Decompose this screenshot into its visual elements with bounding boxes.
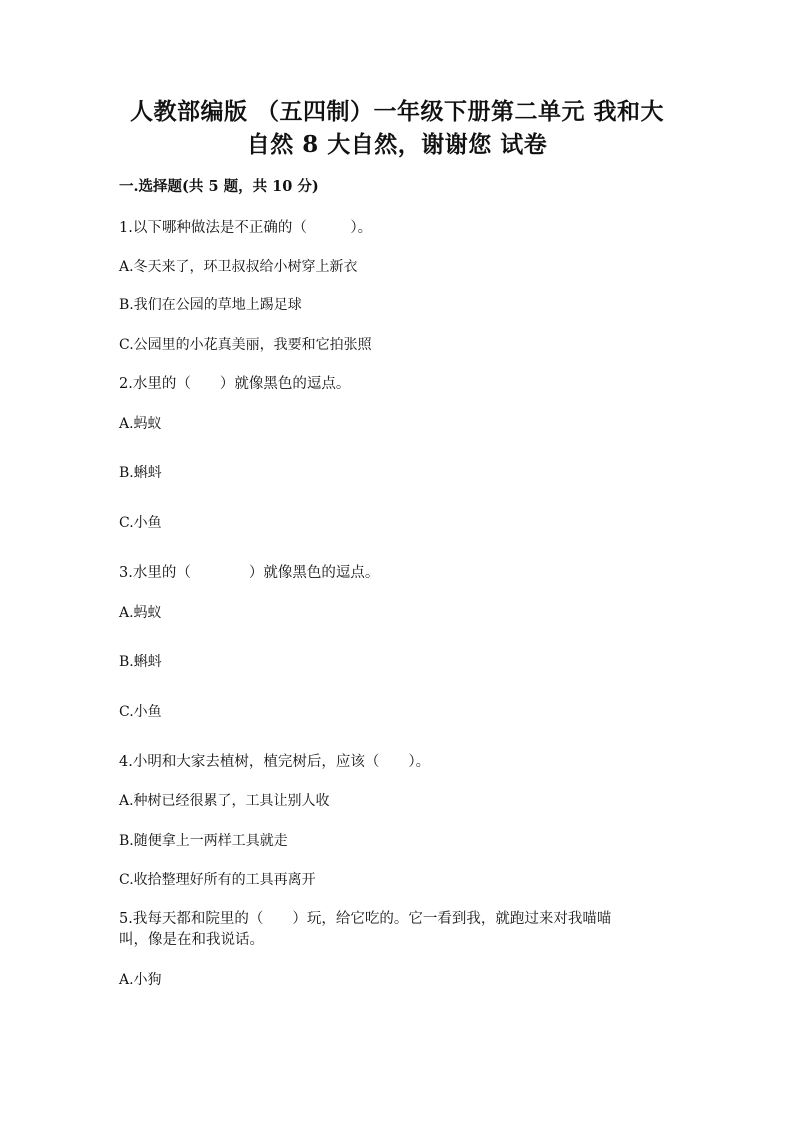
document-title-line1: 人教部编版 （五四制）一年级下册第二单元 我和大 <box>129 98 664 125</box>
question-3-option-a: A.蚂蚁 <box>119 605 162 621</box>
question-3-option-b: B.蝌蚪 <box>119 654 162 670</box>
question-4-option-b: B.随便拿上一两样工具就走 <box>119 833 288 849</box>
question-2-option-c: C.小鱼 <box>119 515 162 531</box>
question-3-stem: 3.水里的（ ）就像黑色的逗点。 <box>119 565 380 581</box>
question-2-stem: 2.水里的（ ）就像黑色的逗点。 <box>119 376 351 392</box>
question-1-option-c: C.公园里的小花真美丽，我要和它拍张照 <box>119 337 372 353</box>
question-2-option-a: A.蚂蚁 <box>119 416 162 432</box>
question-2-option-b: B.蝌蚪 <box>119 465 162 481</box>
question-3-option-c: C.小鱼 <box>119 704 162 720</box>
question-1-stem: 1.以下哪种做法是不正确的（ ）。 <box>119 220 373 236</box>
question-4-option-c: C.收拾整理好所有的工具再离开 <box>119 872 316 888</box>
question-1-option-a: A.冬天来了，环卫叔叔给小树穿上新衣 <box>119 259 358 275</box>
question-5-stem-line1: 5.我每天都和院里的（ ）玩，给它吃的。它一看到我，就跑过来对我喵喵 <box>119 911 612 927</box>
question-4-stem: 4.小明和大家去植树，植完树后，应该（ ）。 <box>119 754 431 770</box>
section-heading: 一.选择题(共 5 题，共 10 分) <box>119 178 319 195</box>
question-5-option-a: A.小狗 <box>119 972 162 988</box>
question-5-stem-line2: 叫，像是在和我说话。 <box>119 932 264 948</box>
question-1-option-b: B.我们在公园的草地上踢足球 <box>119 297 302 313</box>
question-4-option-a: A.种树已经很累了，工具让别人收 <box>119 793 330 809</box>
document-title-line2: 自然 8 大自然，谢谢您 试卷 <box>246 131 548 158</box>
